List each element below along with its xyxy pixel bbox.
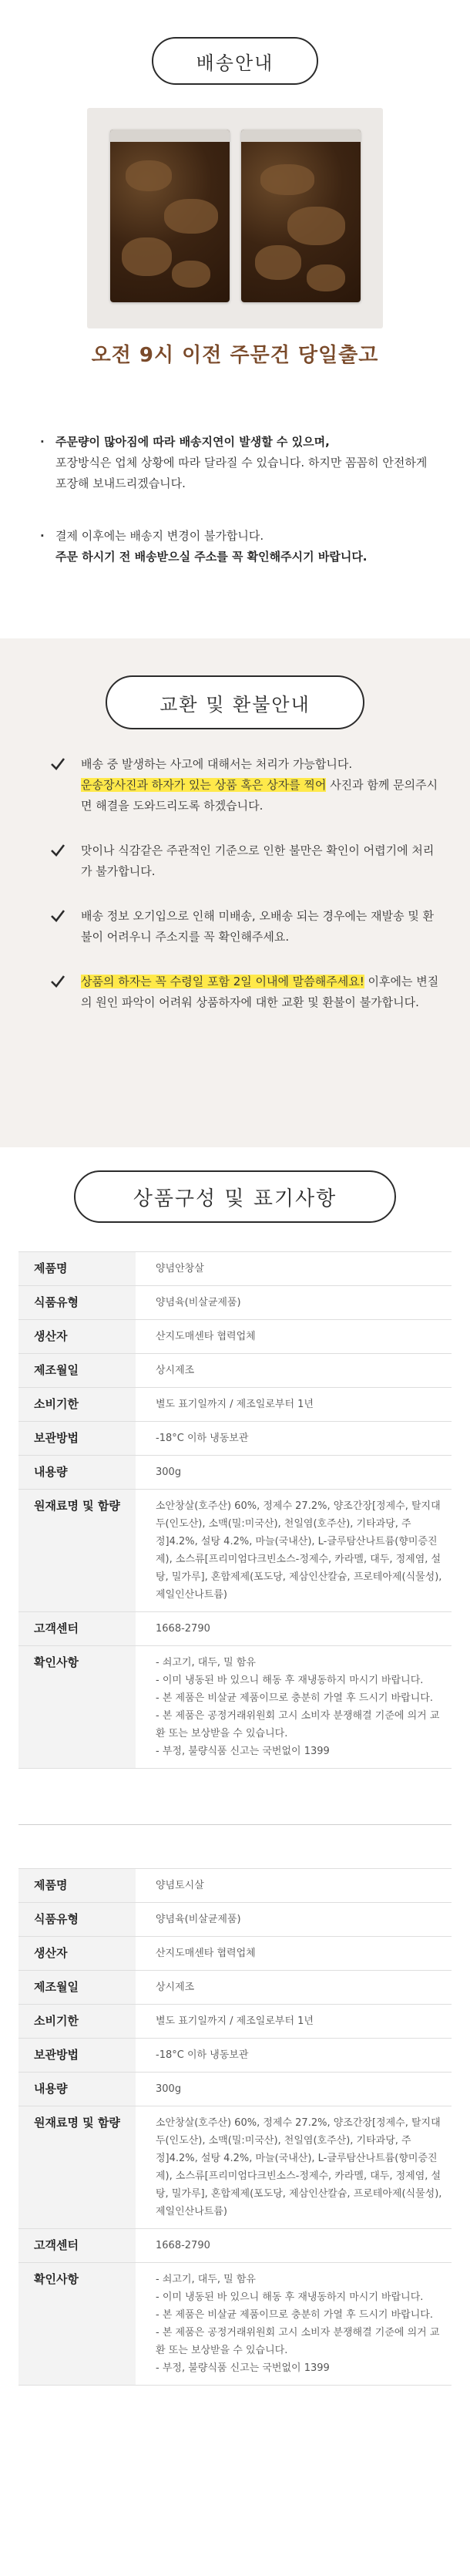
product-photo <box>87 108 383 328</box>
checkmark-icon <box>50 974 65 989</box>
exchange-title-pill <box>106 675 364 729</box>
exchange-item-4-highlight: 상품의 하자는 꼭 수령일 포함 2일 이내에 말씀해주세요! <box>81 975 364 988</box>
table-row <box>18 1903 452 1937</box>
row-label: 원재료명 및 함량 <box>18 1490 136 1612</box>
row-label: 내용량 <box>18 2073 136 2106</box>
row-value: -18°C 이하 냉동보관 <box>136 1422 452 1456</box>
row-value: 소안창살(호주산) 60%, 정제수 27.2%, 양조간장[정제수, 탈지대두(인도산), 소맥(밀:미국산), 천일염(호주산), 기타과당, 주정]4.2%, 설탕 4.2%, 마늘(국내산), L-글루탐산나트륨(향미증진제), 소스류[프리미엄다크빈소스-정제수, 카라멜, 대두, 정제염, 설탕, 밀가루], 혼합제제(포도당, 제삼인산칼슘, 프로테아제(식물성), 제일인산나트륨) <box>136 2106 452 2229</box>
exchange-item-1-text: 배송 중 발생하는 사고에 대해서는 처리가 가능합니다. <box>81 757 353 771</box>
exchange-item-3 <box>50 906 443 948</box>
checkmark-icon <box>50 756 65 772</box>
product-title: 상품구성 및 표기사항 <box>133 1187 337 1211</box>
table-row <box>18 2229 452 2263</box>
row-value: - 쇠고기, 대두, 밀 함유 - 이미 냉동된 바 있으니 해동 후 재냉동하지 마시기 바랍니다. - 본 제품은 비살균 제품이므로 충분히 가열 후 드시기 바랍니다. - 본 제품은 공정거래위원회 고시 소비자 분쟁해결 기준에 의거 교환 또는 보상받을 수 있습니다. - 부정, 불량식품 신고는 국번없이 1399 <box>136 1646 452 1769</box>
table-row <box>18 1388 452 1422</box>
table-row <box>18 1320 452 1354</box>
exchange-item-3-text: 배송 정보 오기입으로 인해 미배송, 오배송 되는 경우에는 재발송 및 환불이 어려우니 주소지를 꼭 확인해주세요. <box>81 909 435 944</box>
table-row <box>18 1971 452 2005</box>
row-label: 내용량 <box>18 1456 136 1490</box>
exchange-item-2-text: 맛이나 식감같은 주관적인 기준으로 인한 불만은 확인이 어렵기에 처리가 불가합니다. <box>81 844 435 878</box>
row-value: 양념육(비살균제품) <box>136 1286 452 1320</box>
row-value: 산지도매센타 협력업체 <box>136 1320 452 1354</box>
delivery-note-2: · 결제 이후에는 배송지 변경이 불가합니다. 주문 하시기 전 배송받으실 주소를 꼭 확인해주시기 바랍니다. <box>40 529 368 564</box>
exchange-item-2 <box>50 840 443 882</box>
row-label: 제품명 <box>18 1869 136 1903</box>
row-label: 식품유형 <box>18 1286 136 1320</box>
delivery-note-1-bold: 주문량이 많아짐에 따라 배송지연이 발생할 수 있으며, <box>55 435 330 449</box>
table-row <box>18 1286 452 1320</box>
delivery-note-1-plain: 포장방식은 업체 상황에 따라 달라질 수 있습니다. 하지만 꼼꼼히 안전하게 포장해 보내드리겠습니다. <box>55 456 428 490</box>
table-row <box>18 2039 452 2073</box>
product-title-pill <box>74 1170 396 1223</box>
row-value: 양념육(비살균제품) <box>136 1903 452 1937</box>
exchange-section <box>0 638 470 1147</box>
row-value: 양념안창살 <box>136 1252 452 1286</box>
delivery-title: 배송안내 <box>196 52 274 74</box>
exchange-item-1-tail: 사진과 함께 문의주시면 해결을 도와드리도록 하겠습니다. <box>81 778 438 813</box>
row-label: 식품유형 <box>18 1903 136 1937</box>
table-row <box>18 1490 452 1612</box>
row-label: 제조월일 <box>18 1354 136 1388</box>
row-value: 별도 표기일까지 / 제조일로부터 1년 <box>136 2005 452 2039</box>
row-label: 생산자 <box>18 1937 136 1971</box>
table-row <box>18 2073 452 2106</box>
row-label: 확인사항 <box>18 2263 136 2386</box>
table-row <box>18 1937 452 1971</box>
row-label: 보관방법 <box>18 1422 136 1456</box>
row-value: -18°C 이하 냉동보관 <box>136 2039 452 2073</box>
row-label: 소비기한 <box>18 1388 136 1422</box>
divider <box>18 1824 452 1825</box>
row-value: 상시제조 <box>136 1354 452 1388</box>
row-value: - 쇠고기, 대두, 밀 함유 - 이미 냉동된 바 있으니 해동 후 재냉동하지 마시기 바랍니다. - 본 제품은 비살균 제품이므로 충분히 가열 후 드시기 바랍니다. - 본 제품은 공정거래위원회 고시 소비자 분쟁해결 기준에 의거 교환 또는 보상받을 수 있습니다. - 부정, 불량식품 신고는 국번없이 1399 <box>136 2263 452 2386</box>
delivery-title-pill <box>152 37 318 85</box>
exchange-item-1-highlight: 운송장사진과 하자가 있는 상품 혹은 상자를 찍어 <box>81 778 327 792</box>
table-row <box>18 1252 452 1286</box>
row-label: 소비기한 <box>18 2005 136 2039</box>
table-row <box>18 2106 452 2229</box>
row-value: 산지도매센타 협력업체 <box>136 1937 452 1971</box>
row-label: 제조월일 <box>18 1971 136 2005</box>
row-label: 보관방법 <box>18 2039 136 2073</box>
delivery-headline: 오전 9시 이전 주문건 당일출고 <box>91 344 379 367</box>
product-section <box>0 1147 470 2576</box>
delivery-section <box>0 0 470 638</box>
delivery-note-2-bold: 주문 하시기 전 배송받으실 주소를 꼭 확인해주시기 바랍니다. <box>55 550 368 564</box>
table-row <box>18 1354 452 1388</box>
exchange-item-4 <box>50 971 443 1013</box>
exchange-item-1 <box>50 754 443 817</box>
table-row <box>18 1422 452 1456</box>
row-label: 제품명 <box>18 1252 136 1286</box>
delivery-note-2-plain: 결제 이후에는 배송지 변경이 불가합니다. <box>55 529 264 543</box>
row-label: 확인사항 <box>18 1646 136 1769</box>
product-info-table-1 <box>18 1251 452 1769</box>
table-row <box>18 1646 452 1769</box>
row-label: 고객센터 <box>18 1612 136 1646</box>
row-value: 양념토시살 <box>136 1869 452 1903</box>
table-row <box>18 2263 452 2386</box>
table-row <box>18 1869 452 1903</box>
row-value: 별도 표기일까지 / 제조일로부터 1년 <box>136 1388 452 1422</box>
table-row <box>18 1612 452 1646</box>
row-label: 고객센터 <box>18 2229 136 2263</box>
row-value: 300g <box>136 1456 452 1490</box>
meat-pack-right <box>241 130 361 302</box>
row-label: 원재료명 및 함량 <box>18 2106 136 2229</box>
checkmark-icon <box>50 843 65 858</box>
row-value: 1668-2790 <box>136 2229 452 2263</box>
exchange-item-4-tail: 이후에는 변질의 원인 파악이 어려워 상품하자에 대한 교환 및 환불이 불가합니다. <box>81 975 439 1009</box>
table-row <box>18 1456 452 1490</box>
table-row <box>18 2005 452 2039</box>
row-value: 상시제조 <box>136 1971 452 2005</box>
row-value: 소안창살(호주산) 60%, 정제수 27.2%, 양조간장[정제수, 탈지대두(인도산), 소맥(밀:미국산), 천일염(호주산), 기타과당, 주정]4.2%, 설탕 4.2%, 마늘(국내산), L-글루탐산나트륨(향미증진제), 소스류[프리미엄다크빈소스-정제수, 카라멜, 대두, 정제염, 설탕, 밀가루], 혼합제제(포도당, 제삼인산칼슘, 프로테아제(식물성), 제일인산나트륨) <box>136 1490 452 1612</box>
meat-pack-left <box>110 130 230 302</box>
exchange-title: 교환 및 환불안내 <box>159 693 311 716</box>
row-value: 1668-2790 <box>136 1612 452 1646</box>
row-value: 300g <box>136 2073 452 2106</box>
row-label: 생산자 <box>18 1320 136 1354</box>
checkmark-icon <box>50 908 65 924</box>
product-info-table-2 <box>18 1868 452 2386</box>
delivery-note-1: · 주문량이 많아짐에 따라 배송지연이 발생할 수 있으며, 포장방식은 업체 상황에 따라 달라질 수 있습니다. 하지만 꼼꼼히 안전하게 포장해 보내드리겠습니다. <box>40 435 428 490</box>
